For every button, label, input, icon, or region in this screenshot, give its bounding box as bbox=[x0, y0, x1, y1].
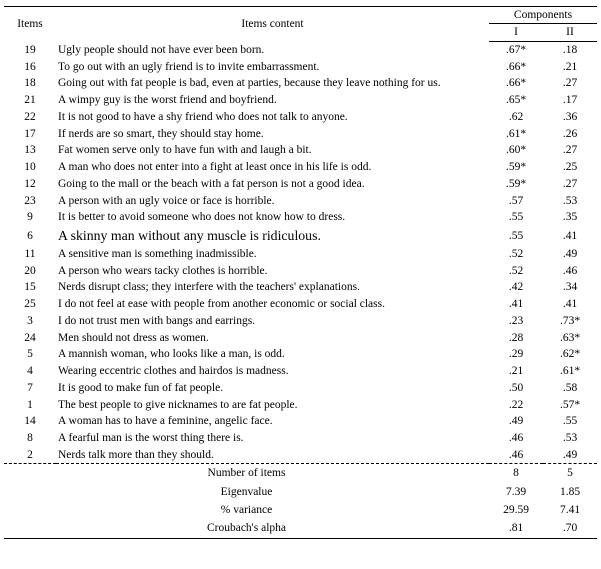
loading-component-2-cell: .21 bbox=[562, 60, 578, 73]
item-number-cell: 2 bbox=[27, 448, 33, 461]
loading-component-2-cell: .49 bbox=[562, 448, 578, 461]
item-number-cell: 25 bbox=[24, 298, 36, 311]
item-content-cell: A sensitive man is something inadmissible. bbox=[58, 247, 257, 260]
loading-component-2-cell: .63* bbox=[559, 331, 581, 344]
loading-component-2-cell: .46 bbox=[562, 264, 578, 277]
item-number-cell: 7 bbox=[27, 381, 33, 394]
summary-component-2-cell: 7.41 bbox=[559, 504, 581, 517]
summary-row bbox=[4, 483, 597, 501]
loading-component-1-cell: .62 bbox=[508, 110, 524, 123]
item-number-cell: 5 bbox=[27, 348, 33, 361]
loading-component-1-cell: .59* bbox=[505, 161, 527, 174]
item-content-cell: A mannish woman, who looks like a man, is odd. bbox=[58, 348, 285, 361]
item-content-cell: I do not feel at ease with people from another economic or social class. bbox=[58, 298, 385, 311]
table-row bbox=[4, 380, 597, 397]
summary-rows bbox=[4, 464, 597, 539]
table-row bbox=[4, 396, 597, 413]
summary-label-cell: Eigenvalue bbox=[220, 485, 273, 498]
table-row bbox=[4, 41, 597, 58]
loading-component-1-cell: .57 bbox=[508, 194, 524, 207]
table-row bbox=[4, 262, 597, 279]
item-content-cell: A woman has to have a feminine, angelic face. bbox=[58, 415, 273, 428]
table-row bbox=[4, 193, 597, 210]
table-row bbox=[4, 329, 597, 346]
item-number-cell: 17 bbox=[24, 127, 36, 140]
table-row bbox=[4, 346, 597, 363]
summary-label-cell: Croubach's alpha bbox=[4, 519, 489, 538]
loading-component-2-cell: .18 bbox=[562, 43, 578, 56]
item-content-cell: Wearing eccentric clothes and hairdos is madness. bbox=[58, 365, 289, 378]
table-row bbox=[4, 159, 597, 176]
item-content-cell: A person who wears tacky clothes is horrible. bbox=[58, 264, 268, 277]
loading-component-2-cell: .55 bbox=[562, 415, 578, 428]
item-number-cell: 23 bbox=[24, 194, 36, 207]
summary-component-2-cell: 5 bbox=[543, 464, 597, 483]
item-number-cell: 19 bbox=[24, 43, 36, 56]
items-column-header: Items bbox=[4, 7, 56, 42]
item-content-cell: A skinny man without any muscle is ridiculous. bbox=[58, 228, 321, 244]
loading-component-1-cell: .23 bbox=[508, 314, 524, 327]
summary-component-1-cell: 7.39 bbox=[505, 485, 527, 498]
loading-component-1-cell: .46 bbox=[508, 448, 524, 461]
item-content-cell: The best people to give nicknames to are fat people. bbox=[58, 398, 298, 411]
loading-component-2-cell: .49 bbox=[562, 247, 578, 260]
item-number-cell: 12 bbox=[24, 177, 36, 190]
loading-component-2-cell: .62* bbox=[559, 348, 581, 361]
loading-component-2-cell: .34 bbox=[562, 281, 578, 294]
item-content-cell: Going out with fat people is bad, even at parties, because they leave nothing for us. bbox=[58, 77, 441, 90]
loading-component-2-cell: .57* bbox=[559, 398, 581, 411]
table-row bbox=[4, 447, 597, 464]
loading-component-1-cell: .66* bbox=[505, 60, 527, 73]
loading-component-1-cell: .49 bbox=[508, 415, 524, 428]
loading-component-1-cell: .65* bbox=[505, 94, 527, 107]
table-row bbox=[4, 176, 597, 193]
table-row bbox=[4, 109, 597, 126]
loading-component-1-cell: .29 bbox=[508, 348, 524, 361]
item-content-cell: It is good to make fun of fat people. bbox=[58, 381, 224, 394]
table-row bbox=[4, 279, 597, 296]
loading-component-1-cell: .46 bbox=[508, 432, 524, 445]
loading-component-1-cell: .50 bbox=[508, 381, 524, 394]
item-content-cell: A person with an ugly voice or face is horrible. bbox=[58, 194, 275, 207]
item-number-cell: 24 bbox=[24, 331, 36, 344]
item-content-cell: A wimpy guy is the worst friend and boyfriend. bbox=[58, 94, 277, 107]
item-number-cell: 4 bbox=[27, 365, 33, 378]
summary-row bbox=[4, 519, 597, 538]
table-header bbox=[4, 7, 597, 42]
loading-component-2-cell: .61* bbox=[559, 365, 581, 378]
table-row bbox=[4, 126, 597, 143]
items-content-column-header: Items content bbox=[56, 7, 489, 42]
item-content-cell: I do not trust men with bangs and earrings. bbox=[58, 314, 256, 327]
loading-component-2-cell: .53 bbox=[562, 194, 578, 207]
item-number-cell: 21 bbox=[24, 94, 36, 107]
table-row bbox=[4, 226, 597, 246]
item-rows bbox=[4, 41, 597, 464]
table-row bbox=[4, 246, 597, 263]
item-content-cell: If nerds are so smart, they should stay home. bbox=[58, 127, 264, 140]
loading-component-2-cell: .73* bbox=[559, 314, 581, 327]
item-content-cell: It is better to avoid someone who does not know how to dress. bbox=[58, 211, 346, 224]
loading-component-2-cell: .58 bbox=[562, 381, 578, 394]
loading-component-1-cell: .52 bbox=[508, 247, 524, 260]
loading-component-1-cell: .66* bbox=[505, 77, 527, 90]
item-content-cell: To go out with an ugly friend is to invite embarrassment. bbox=[58, 60, 320, 73]
summary-label-cell: Number of items bbox=[4, 464, 489, 483]
table-row bbox=[4, 296, 597, 313]
table-row bbox=[4, 142, 597, 159]
summary-row bbox=[4, 464, 597, 483]
item-content-cell: Men should not dress as women. bbox=[58, 331, 209, 344]
loading-component-2-cell: .36 bbox=[562, 110, 578, 123]
item-number-cell: 1 bbox=[27, 398, 33, 411]
item-number-cell: 15 bbox=[24, 281, 36, 294]
loading-component-2-cell: .41 bbox=[562, 229, 578, 242]
loading-component-1-cell: .55 bbox=[508, 211, 524, 224]
loading-component-2-cell: .26 bbox=[562, 127, 578, 140]
component-1-header: I bbox=[489, 24, 543, 41]
item-number-cell: 9 bbox=[27, 211, 33, 224]
loading-component-1-cell: .59* bbox=[505, 177, 527, 190]
summary-component-1-cell: 29.59 bbox=[503, 504, 529, 517]
loading-component-1-cell: .21 bbox=[508, 365, 524, 378]
loading-component-2-cell: .41 bbox=[562, 298, 578, 311]
loading-component-2-cell: .53 bbox=[562, 432, 578, 445]
table-row bbox=[4, 92, 597, 109]
item-number-cell: 8 bbox=[27, 432, 33, 445]
loading-component-2-cell: .25 bbox=[562, 161, 578, 174]
item-content-cell: A man who does not enter into a fight at least once in his life is odd. bbox=[58, 161, 372, 174]
item-number-cell: 6 bbox=[27, 229, 33, 242]
loading-component-2-cell: .27 bbox=[562, 144, 578, 157]
item-content-cell: Ugly people should not have ever been born. bbox=[58, 43, 265, 56]
item-number-cell: 22 bbox=[24, 110, 36, 123]
summary-label-cell: % variance bbox=[220, 504, 273, 517]
item-number-cell: 18 bbox=[24, 77, 36, 90]
item-number-cell: 10 bbox=[24, 161, 36, 174]
summary-row bbox=[4, 501, 597, 519]
summary-component-1-cell: 8 bbox=[489, 464, 543, 483]
item-number-cell: 11 bbox=[24, 247, 36, 260]
loading-component-1-cell: .55 bbox=[508, 229, 524, 242]
item-content-cell: Going to the mall or the beach with a fat person is not a good idea. bbox=[58, 177, 365, 190]
item-content-cell: A fearful man is the worst thing there is. bbox=[58, 432, 244, 445]
loading-component-1-cell: .61* bbox=[505, 127, 527, 140]
item-number-cell: 16 bbox=[24, 60, 36, 73]
item-number-cell: 3 bbox=[27, 314, 33, 327]
loading-component-2-cell: .17 bbox=[562, 94, 578, 107]
loading-component-2-cell: .27 bbox=[562, 77, 578, 90]
table-row bbox=[4, 59, 597, 76]
table-row bbox=[4, 363, 597, 380]
loading-component-1-cell: .67* bbox=[505, 43, 527, 56]
loading-component-1-cell: .22 bbox=[508, 398, 524, 411]
loading-component-2-cell: .27 bbox=[562, 177, 578, 190]
table-row bbox=[4, 75, 597, 92]
item-content-cell: Nerds talk more than they should. bbox=[58, 448, 214, 461]
item-content-cell: Nerds disrupt class; they interfere with the teachers' explanations. bbox=[58, 281, 360, 294]
item-content-cell: It is not good to have a shy friend who does not talk to anyone. bbox=[58, 110, 348, 123]
summary-component-2-cell: .70 bbox=[543, 519, 597, 538]
loading-component-1-cell: .52 bbox=[508, 264, 524, 277]
item-number-cell: 14 bbox=[24, 415, 36, 428]
loading-component-1-cell: .60* bbox=[505, 144, 527, 157]
summary-component-2-cell: 1.85 bbox=[559, 485, 581, 498]
component-2-header: II bbox=[543, 24, 597, 41]
components-column-group-header: Components bbox=[489, 7, 597, 24]
item-number-cell: 20 bbox=[24, 264, 36, 277]
table-row bbox=[4, 430, 597, 447]
factor-loadings-table bbox=[4, 6, 597, 539]
loading-component-1-cell: .41 bbox=[508, 298, 524, 311]
summary-component-1-cell: .81 bbox=[489, 519, 543, 538]
item-number-cell: 13 bbox=[24, 144, 36, 157]
loading-component-2-cell: .35 bbox=[562, 211, 578, 224]
table-row bbox=[4, 413, 597, 430]
loading-component-1-cell: .42 bbox=[508, 281, 524, 294]
item-content-cell: Fat women serve only to have fun with and laugh a bit. bbox=[58, 144, 312, 157]
table-row bbox=[4, 313, 597, 330]
table-row bbox=[4, 209, 597, 226]
loading-component-1-cell: .28 bbox=[508, 331, 524, 344]
